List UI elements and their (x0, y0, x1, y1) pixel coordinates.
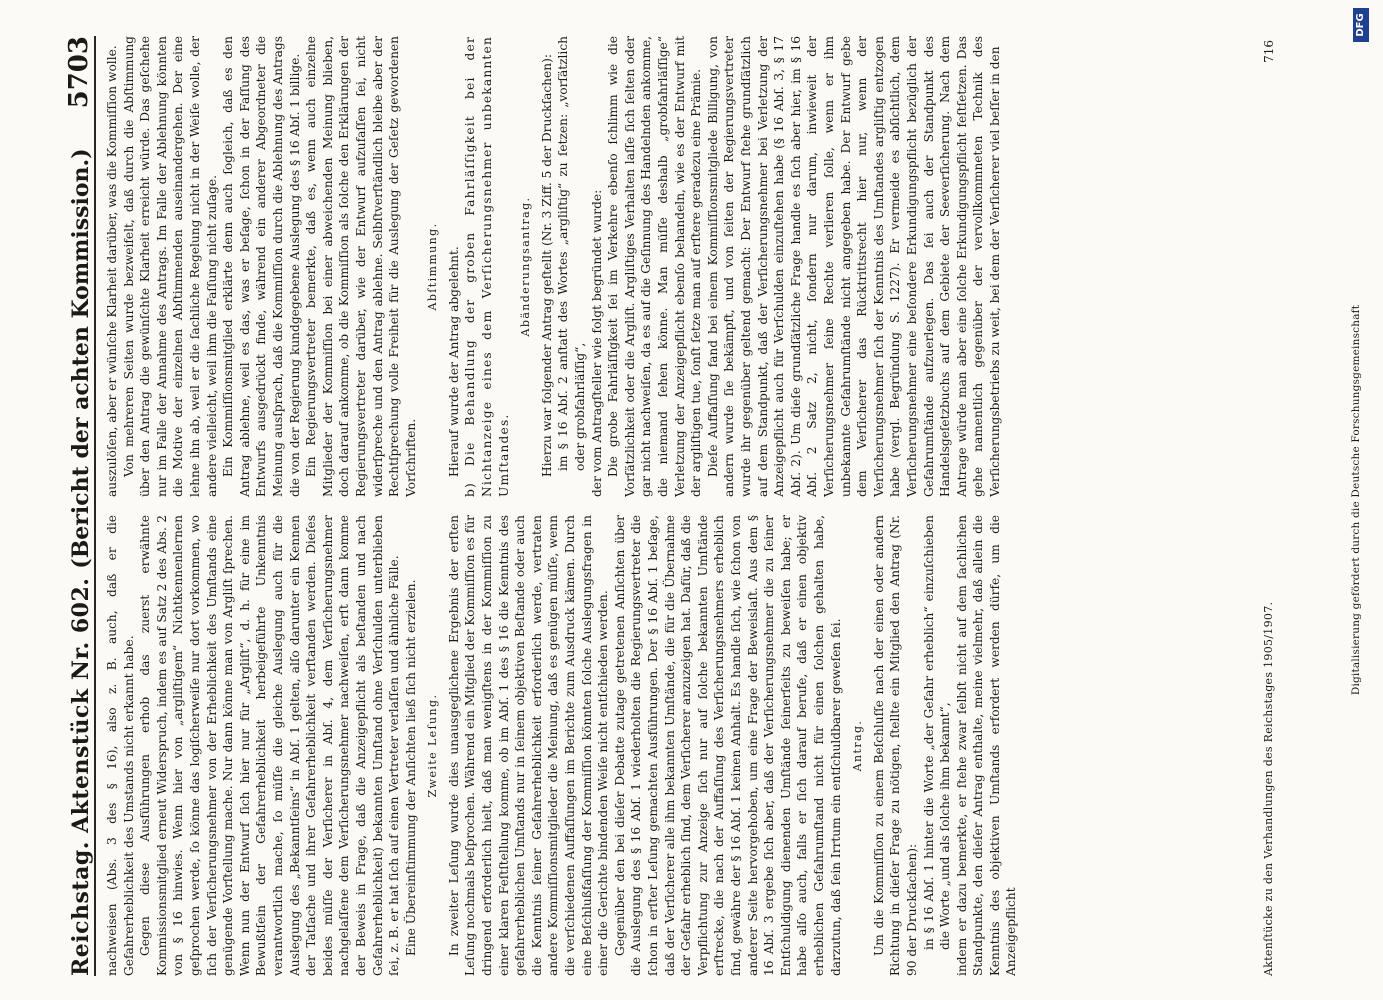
paragraph: Ein Regierungsvertreter bemerkte, daß es, wenn auch einzelne Mitglieder der Kommiſſion bei einer abweichenden Meinung blieben, doch darauf ankomme, ob die Kommiſſion als ſolche den Erklärungen der Regierungsvertreter darüber, wie der Entwurf aufzufaſſen ſei, nicht widerſpreche und den Antrag ablehne. Selbſtverſtändlich bleibe aber der Rechtſprechung volle Freiheit für die Auslegung der Geſetz gewordenen Vorſchriften. (304, 36, 418, 497)
section-heading: Abänderungsantrag. (519, 196, 533, 337)
paragraph: Gegen diese Ausführungen erhob das zuerst erwähnte Kommissionsmitglied erneut Widerspruch, indem es auf Satz 2 des Abs. 2 von § 16 hinwies. Wenn hier von „argliſtigem“ Nichtkennenlernen geſprochen werde, ſo könne das logiſcherweiſe nur dort vorkommen, wo ſich der Verſicherungsnehmer von der Erheblichkeit des Umſtands eine genügende Vorſtellung mache. Nur dann könne man von Argliſt ſprechen. Wenn nun der Entwurf ſich hier nur für „Argliſt“, d. h. für eine im Bewußtſein der Gefahrerheblichkeit herbeigeführte Unkenntnis verantwortlich mache, ſo müſſe die gleiche Auslegung auch für die Auslegung des „Bekanntſeins“ in Abſ. 1 gelten, alſo darunter ein Kennen der Tatſache und ihrer Gefahrerheblichkeit verſtanden werden. Dieſes beides müſſe der Verſicherer in Abſ. 4, dem Verſicherungsnehmer nachgelaſſene dem Verſicherungsnehmer nachweiſen, erſt dann komme der Beweis in Frage, daß die Anzeigepflicht als beſtanden und nach Gefahrerheblichkeit) bekannten Umſtand ohne Verſchulden unterblieben ſei, z. B. er hat ſich auf einen Vertreter verlaſſen und ähnliche Fälle. (138, 515, 402, 976)
paragraph: nachweisen (Abs. 3 des § 16), also z. B. auch, daß er die Gefahrerheblichkeit des Umstands nicht erkannt habe. (105, 515, 136, 976)
page-number: 5703 (64, 36, 94, 109)
left-column (104, 515, 1254, 976)
paragraph: In zweiter Leſung wurde dies unausgeglichene Ergebnis der erſten Leſung nochmals beſprochen. Während ein Mitglied der Kommiſſion es für dringend erforderlich hielt, daß man wenigſtens in der Kommiſſion zu einer klaren Feſtſtellung komme, ob im Abſ. 1 des § 16 die Kenntnis des gefahrerheblichen Umſtands nur in ſeinem objektiven Beſtande oder auch die Kenntnis ſeiner Gefahrerheblichkeit erforderlich werde, vertraten andere Kommiſſionsmitglieder die Meinung, daß es genügen müſſe, wenn die verſchiedenen Auffaſſungen im Berichte zum Ausdruck kämen. Durch eine Beſchlußfaſſung der Kommiſſion könnten ſolche Auslegungsfragen in einer die Gerichte bindenden Weiſe nicht entſchieden werden. (446, 515, 611, 976)
paragraph: Hierauf wurde der Antrag abgelehnt. (446, 246, 461, 477)
paragraph: Hierzu war folgender Antrag geſtellt (Nr. 3 Ziff. 5 der Druckſachen): (539, 54, 554, 477)
quoted-motion: in § 16 Abſ. 1 hinter die Worte „der Gefahr erheblich“ einzuſchieben die Worte „und als ſolche ihm bekannt“, (921, 515, 953, 950)
text-columns (104, 36, 1254, 976)
paragraph: Ein Kommiſſionsmitglied erklärte denn auch ſogleich, daß es den Antrag ablehne, weil es das, was er beſage, ſchon in der Faſſung des Entwurfs ausgedrückt finde, während ein anderer Abgeordneter die Meinung ausſprach, daß die Kommiſſion durch die Ablehnung des Antrags die von der Regierung kundgegebene Auslegung des § 16 Abſ. 1 billige. (221, 36, 302, 497)
section-heading: Antrag. (851, 719, 865, 772)
dfg-logo: DFG (1353, 8, 1369, 42)
section-heading: Abſtimmung. (426, 222, 440, 311)
paragraph: Von mehreren Seiten wurde bezweifelt, daß durch die Abſtimmung über den Antrag die gewünſchte Klarheit erreicht würde. Das geſchehe nur im Falle der Annahme des Antrags. Im Falle der Ablehnung könnten die Motive der einzelnen Abſtimmenden auseinandergehen. Der eine lehne ihn ab, weil er die ſachliche Regelung nicht in der Weiſe wolle, der andere vielleicht, weil ihm die Faſſung nicht zuſage. (121, 36, 219, 497)
header-right: (Bericht der achten Kommission.) (68, 148, 94, 569)
footer-source: Aktenſtücke zu den Verhandlungen des Reichstages 1905/1907. (1262, 601, 1275, 976)
paragraph: indem er dazu bemerkte, er ſtehe zwar ſelbſt nicht auf dem ſachlichen Standpunkte, den dieſer Antrag enthalte, meine vielmehr, daß allein die Kenntnis des objektiven Umſtands erfordert werden dürfe, um die Anzeigepflicht (954, 515, 1019, 976)
footer-sheet-number: 716 (1262, 40, 1276, 63)
quoted-motion: im § 16 Abſ. 2 anſtatt des Wortes „argliſtig“ zu ſetzen: „vorſätzlich oder grobfahrläſſig“, (556, 36, 588, 471)
paragraph: Die grobe Fahrläſſigkeit ſei im Verkehre ebenſo ſchlimm wie die Vorſätzlichkeit oder die Argliſt. Argliſtiges Verhalten laſſe ſich ſelten oder gar nicht nachweiſen, da es auf die Geſinnung des Handelnden ankomme, die niemand ſehen könne. Man müſſe deshalb „grobfahrläſſige“ Verletzung der Anzeigepflicht ebenſo behandeln, wie es der Entwurf mit der argliſtigen tue, ſonſt ſetze man auf erſtere geradezu eine Prämie. (606, 36, 704, 497)
paragraph: der vom Antragſteller wie folgt begründet wurde: (589, 189, 604, 497)
paragraph: Eine Übereinſtimmung der Anſichten ließ ſich nicht erzielen. (403, 579, 418, 956)
right-column (104, 36, 1254, 497)
paragraph: Gegenüber den bei dieſer Debatte zutage getretenen Anſichten über die Auslegung des § 16 Abſ. 1 wiederholten die Regierungsvertreter die ſchon in erſter Leſung gemachten Ausführungen. Der § 16 Abſ. 1 beſage, daß der Verſicherer alle ihm bekannten Umſtände, die für die Übernahme der Gefahr erheblich ſind, dem Verſicherer anzuzeigen hat. Dafür, daß die Verpflichtung zur Anzeige ſich nur auf ſolche bekannten Umſtände erſtrecke, die nach der Auffaſſung des Verſicherungsnehmers erheblich ſind, gewähre der § 16 Abſ. 1 keinen Anhalt. Es handle ſich, wie ſchon von anderer Seite hervorgehoben, um eine Frage der Beweislaſt. Aus dem § 16 Abſ. 3 ergebe ſich aber, daß der Verſicherungsnehmer die zu ſeiner Entſchuldigung dienenden Umſtände ſeinerſeits zu beweiſen habe; er habe alſo auch, falls er ſich darauf berufe, daß er einen objektiv erheblichen Gefahrumſtand nicht für einen ſolchen gehalten habe, darzutun, daß ſein Irrtum ein entſchuldbarer geweſen ſei. (612, 515, 843, 976)
digitization-note: Digitalisierung gefördert durch die Deutsche Forschungsgemeinschaft (1350, 304, 1362, 696)
list-item: b) Die Behandlung der groben Fahrläſſigkeit bei der Nichtanzeige eines dem Verſicherungsnehmer unbekannten Umſtandes. (463, 36, 511, 497)
section-heading: Zweite Leſung. (426, 693, 440, 798)
paragraph: Dieſe Auffaſſung fand bei einem Kommiſſionsmitgliede Billigung, von andern wurde ſie bekämpft, und von ſeiten der Regierungsvertreter wurde ihr gegenüber geltend gemacht: Der Entwurf ſtehe grundſätzlich auf dem Standpunkt, daß der Verſicherungsnehmer bei Verletzung der Anzeigepflicht auch für Verſchulden einzuſtehen habe (§ 16 Abſ. 3, § 17 Abſ. 2). Um dieſe grundſätzliche Frage handle es ſich aber hier, im § 16 Abſ. 2 Satz 2, nicht, ſondern nur darum, inwieweit der Verſicherungsnehmer ſeine Rechte verlieren ſolle, wenn er ihm unbekannte Gefahrumſtände nicht angegeben habe. Der Entwurf gebe dem Verſicherer das Rücktrittsrecht hier nur, wenn der Verſicherungsnehmer ſich der Kenntnis des Umſtandes argliſtig entzogen habe (vergl. Begründung S. 1227). Er vermeide es abſichtlich, dem Verſicherungsnehmer eine beſondere Erkundigungspflicht bezüglich der Gefahrumſtände aufzuerlegen. Das ſei auch der Standpunkt des Handelsgeſetzbuchs auf dem Gebiete der Seeverſicherung. Nach dem Antrage würde man aber eine ſolche Erkundigungspflicht feſtſetzen. Das gehe namentlich gegenüber der vervollkommneten Technik des Verſicherungsbetriebs zu weit, bei dem der Verſicherer viel beſſer in den (705, 36, 1002, 497)
paragraph: Um die Kommiſſion zu einem Beſchluſſe nach der einen oder andern Richtung in dieſer Frage zu nötigen, ſtellte ein Mitglied den Antrag (Nr. 90 der Druckſachen): (871, 515, 919, 976)
paragraph: auszulöſen, aber er wünſche Klarheit darüber, was die Kommiſſion wolle. (105, 45, 119, 497)
page-header (52, 36, 96, 976)
header-left: Reichstag. Aktenstück Nr. 602. (68, 577, 94, 976)
